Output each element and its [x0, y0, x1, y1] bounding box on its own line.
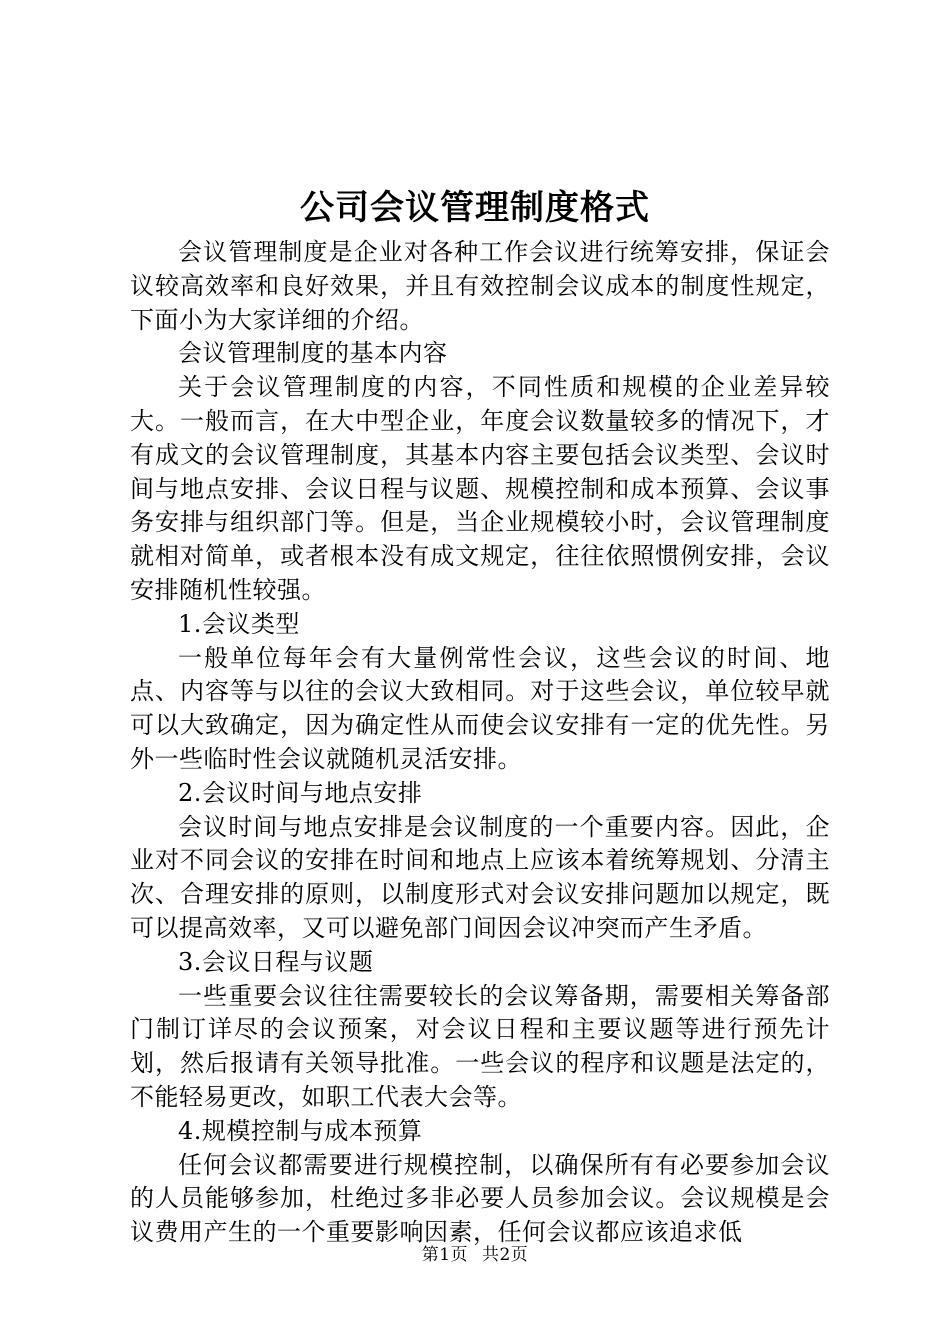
section-heading-scale-budget: 4.规模控制与成本预算 — [178, 1116, 423, 1145]
section-heading-basic-content: 会议管理制度的基本内容 — [178, 339, 448, 368]
document-title: 公司会议管理制度格式 — [300, 188, 650, 228]
page-total: 共2页 — [481, 1245, 529, 1265]
paragraph-agenda: 一些重要会议往往需要较长的会议筹备期，需要相关筹备部门制订详尽的会议预案，对会议日程和主要议题等进行预先计划，然后报请有关领导批准。一些会议的程序和议题是法定的，不能轻易更改，如职工代表大会等。 — [130, 981, 830, 1111]
section-heading-agenda: 3.会议日程与议题 — [178, 947, 374, 976]
page-number: 第1页 — [421, 1245, 469, 1265]
document-body — [130, 236, 830, 1250]
paragraph-intro: 会议管理制度是企业对各种工作会议进行统筹安排，保证会议较高效率和良好效果，并且有效控制会议成本的制度性规定，下面小为大家详细的介绍。 — [130, 238, 830, 334]
paragraph-scale-budget: 任何会议都需要进行规模控制，以确保所有有必要参加会议的人员能够参加，杜绝过多非必要人员参加会议。会议规模是会议费用产生的一个重要影响因素，任何会议都应该追求低 — [130, 1150, 830, 1247]
section-heading-meeting-types: 1.会议类型 — [178, 609, 300, 638]
page-footer — [0, 1243, 950, 1267]
section-heading-time-location: 2.会议时间与地点安排 — [178, 778, 423, 807]
paragraph-basic-content: 关于会议管理制度的内容，不同性质和规模的企业差异较大。一般而言，在大中型企业，年度会议数量较多的情况下，才有成文的会议管理制度，其基本内容主要包括会议类型、会议时间与地点安排、会议日程与议题、规模控制和成本预算、会议事务安排与组织部门等。但是，当企业规模较小时，会议管理制度就相对简单，或者根本没有成文规定，往往依照惯例安排，会议安排随机性较强。 — [130, 373, 830, 604]
paragraph-time-location: 会议时间与地点安排是会议制度的一个重要内容。因此，企业对不同会议的安排在时间和地点上应该本着统筹规划、分清主次、合理安排的原则，以制度形式对会议安排问题加以规定，既可以提高效率，又可以避免部门间因会议冲突而产生矛盾。 — [130, 812, 830, 942]
paragraph-meeting-types: 一般单位每年会有大量例常性会议，这些会议的时间、地点、内容等与以往的会议大致相同。对于这些会议，单位较早就可以大致确定，因为确定性从而使会议安排有一定的优先性。另外一些临时性会议就随机灵活安排。 — [130, 643, 830, 773]
